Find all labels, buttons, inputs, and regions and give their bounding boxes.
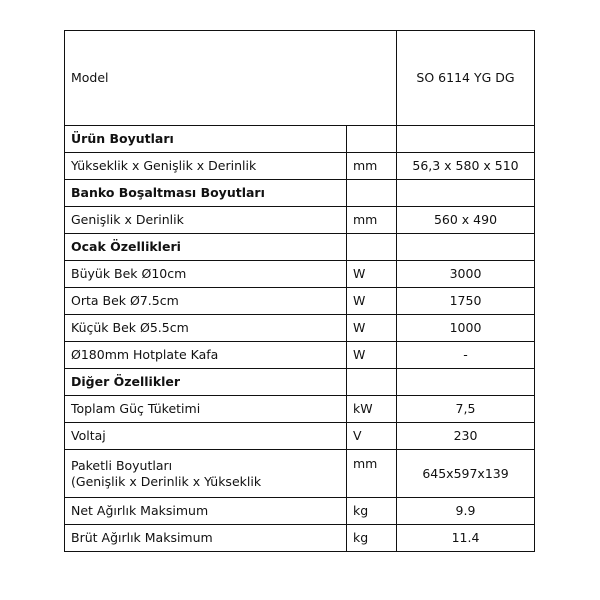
section-header-row: [65, 234, 535, 261]
spec-label: [65, 342, 347, 369]
spec-unit: mm: [347, 207, 397, 234]
label-text: Ocak Özellikleri: [71, 239, 181, 254]
label-text: Brüt Ağırlık Maksimum: [71, 530, 213, 545]
spec-table-body: [65, 31, 535, 552]
spec-unit: [347, 234, 397, 261]
spec-value: [397, 126, 535, 153]
label-text: Ürün Boyutları: [71, 131, 174, 146]
spec-row: [65, 396, 535, 423]
label-text: Banko Boşaltması Boyutları: [71, 185, 265, 200]
spec-value: 11.4: [397, 525, 535, 552]
spec-label: [65, 450, 347, 498]
spec-table: [64, 30, 535, 552]
spec-unit: W: [347, 261, 397, 288]
spec-unit: W: [347, 288, 397, 315]
model-row: [65, 31, 535, 126]
spec-row: [65, 342, 535, 369]
label-text: Yükseklik x Genişlik x Derinlik: [71, 158, 257, 173]
spec-unit: mm: [347, 153, 397, 180]
spec-label: [65, 207, 347, 234]
spec-row: [65, 261, 535, 288]
section-title: [65, 234, 347, 261]
spec-label: [65, 498, 347, 525]
spec-value: [397, 180, 535, 207]
spec-value: 3000: [397, 261, 535, 288]
label-text: Paketli Boyutları: [71, 457, 173, 473]
label-text: Ø180mm Hotplate Kafa: [71, 347, 219, 362]
spec-unit: kg: [347, 498, 397, 525]
spec-value: 230: [397, 423, 535, 450]
spec-unit: kg: [347, 525, 397, 552]
spec-row: [65, 153, 535, 180]
spec-value: 645x597x139: [397, 450, 535, 498]
spec-value: [397, 369, 535, 396]
spec-unit: [347, 180, 397, 207]
section-header-row: [65, 180, 535, 207]
spec-row: [65, 498, 535, 525]
spec-label: [65, 261, 347, 288]
label-text: Net Ağırlık Maksimum: [71, 503, 209, 518]
spec-value: 560 x 490: [397, 207, 535, 234]
spec-value: 1000: [397, 315, 535, 342]
spec-row: [65, 207, 535, 234]
spec-row: [65, 423, 535, 450]
label-text: Genişlik x Derinlik: [71, 212, 184, 227]
label-text: Toplam Güç Tüketimi: [71, 401, 201, 416]
section-title: [65, 126, 347, 153]
section-header-row: [65, 369, 535, 396]
spec-unit: W: [347, 315, 397, 342]
label-text: Diğer Özellikler: [71, 374, 181, 389]
model-value: SO 6114 YG DG: [397, 31, 535, 126]
spec-unit: mm: [347, 450, 397, 498]
spec-label: [65, 423, 347, 450]
label-text: Voltaj: [71, 428, 106, 443]
section-title: [65, 180, 347, 207]
spec-value: [397, 234, 535, 261]
spec-label: [65, 315, 347, 342]
spec-label: [65, 153, 347, 180]
spec-row: [65, 288, 535, 315]
label-text: Orta Bek Ø7.5cm: [71, 293, 179, 308]
spec-unit: [347, 369, 397, 396]
spec-label: [65, 525, 347, 552]
spec-row: [65, 525, 535, 552]
spec-value: -: [397, 342, 535, 369]
spec-value: 9.9: [397, 498, 535, 525]
spec-label: [65, 396, 347, 423]
label-text: Küçük Bek Ø5.5cm: [71, 320, 189, 335]
spec-unit: kW: [347, 396, 397, 423]
spec-value: 7,5: [397, 396, 535, 423]
spec-unit: W: [347, 342, 397, 369]
spec-value: 1750: [397, 288, 535, 315]
spec-value: 56,3 x 580 x 510: [397, 153, 535, 180]
label-text: Büyük Bek Ø10cm: [71, 266, 187, 281]
spec-unit: [347, 126, 397, 153]
model-label: Model: [65, 31, 397, 126]
spec-row: [65, 315, 535, 342]
section-title: [65, 369, 347, 396]
spec-row: [65, 450, 535, 498]
spec-unit: V: [347, 423, 397, 450]
label-text-line2: (Genişlik x Derinlik x Yükseklik: [71, 473, 262, 489]
spec-label: [65, 288, 347, 315]
section-header-row: [65, 126, 535, 153]
